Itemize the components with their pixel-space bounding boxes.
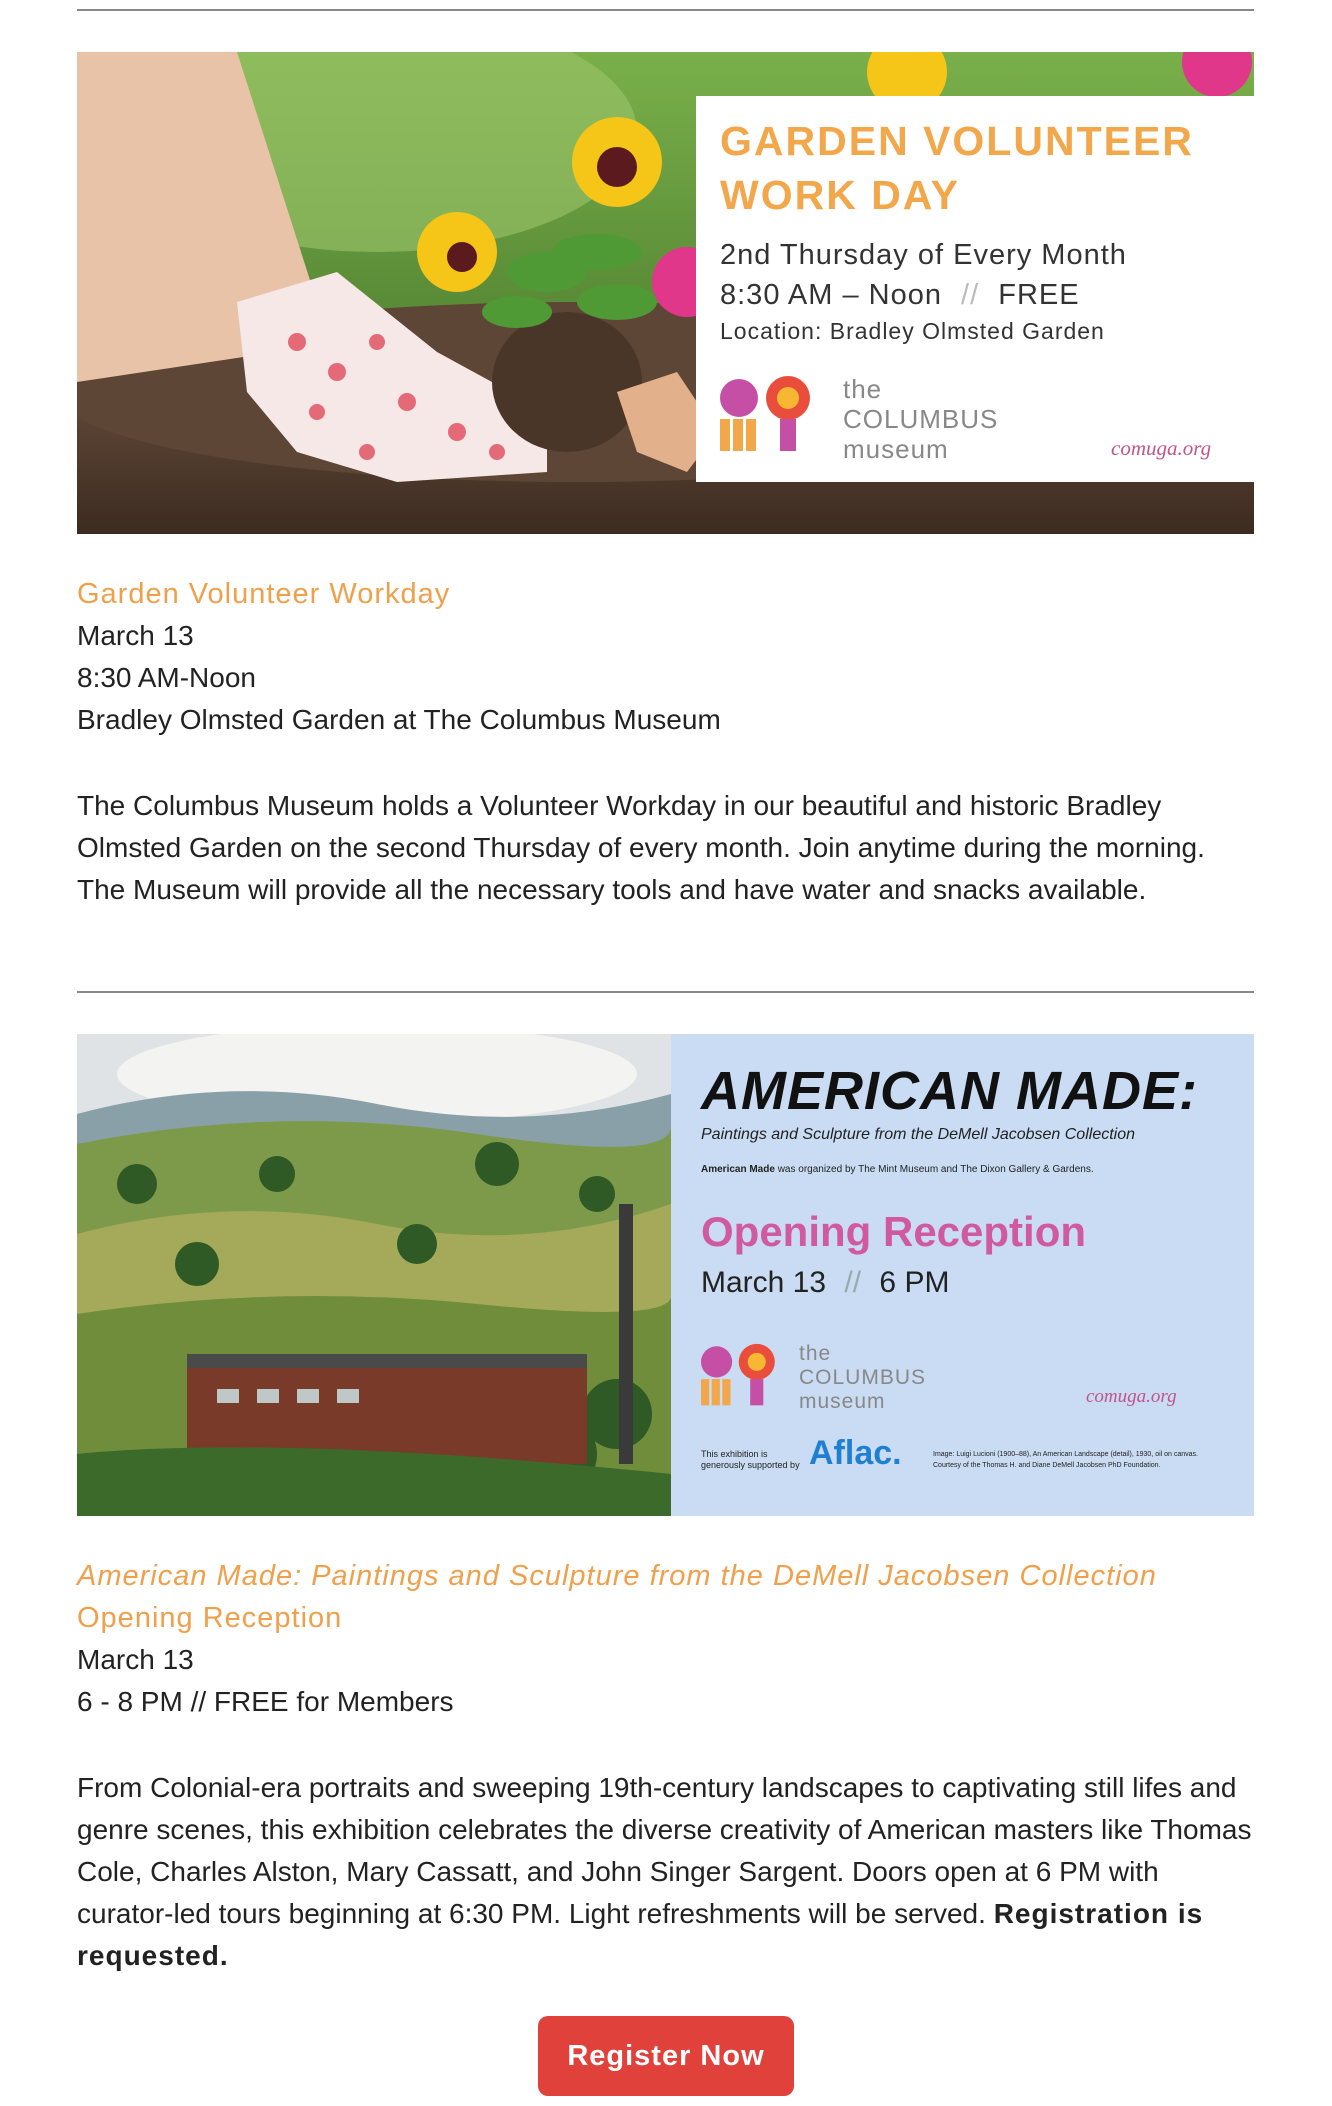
columbus-museum-logo-icon	[701, 1342, 783, 1408]
banner-image-credit: Image: Luigi Lucioni (1900–88), An American Landscape (detail), 1930, oil on canvas. Courtesy of the Thomas H. and Diane DeMell Jacobsen PhD Foundation.	[933, 1451, 1199, 1469]
event2-subtitle-link[interactable]: Opening Reception	[77, 1602, 343, 1634]
american-made-banner[interactable]	[77, 1034, 1254, 1516]
event2-description: From Colonial-era portraits and sweeping 19th-century landscapes to captivating still lifes and genre scenes, this exhibition celebrates the diverse creativity of American masters like Thomas Cole, Charles Alston, Mary Cassatt, and John Singer Sargent. Doors open at 6 PM with curator-led tours beginning at 6:30 PM. Light refreshments will be served. Registration is requested.	[77, 1772, 1252, 1971]
banner-location: Location: Bradley Olmsted Garden	[720, 318, 1105, 344]
event1-title-link[interactable]: Garden Volunteer Workday	[77, 578, 451, 610]
landscape-painting	[77, 1034, 671, 1516]
banner-date-time: March 13 // 6 PM	[701, 1266, 950, 1299]
garden-workday-banner[interactable]	[77, 52, 1254, 534]
event2-title-link[interactable]: American Made: Paintings and Sculpture from the DeMell Jacobsen Collection	[77, 1560, 1157, 1592]
banner-url: comuga.org	[1086, 1386, 1177, 1407]
garden-banner-card	[696, 96, 1254, 482]
banner-opening: Opening Reception	[701, 1208, 1087, 1255]
banner-url: comuga.org	[1111, 436, 1212, 460]
banner-title: AMERICAN MADE:	[701, 1061, 1198, 1121]
banner-subtitle: Paintings and Sculpture from the DeMell Jacobsen Collection	[701, 1126, 1136, 1143]
event1-location: Bradley Olmsted Garden at The Columbus Museum	[77, 704, 721, 735]
banner-title: GARDEN VOLUNTEER WORK DAY	[720, 118, 1194, 218]
banner-support-note: This exhibition is generously supported by	[701, 1449, 800, 1470]
event1-time: 8:30 AM-Noon	[77, 662, 256, 693]
banner-schedule: 2nd Thursday of Every Month	[720, 239, 1127, 271]
event1-description: The Columbus Museum holds a Volunteer Workday in our beautiful and historic Bradley Olmsted Garden on the second Thursday of every month. Join anytime during the morning. The Museum will provide all the necessary tools and have water and snacks available.	[77, 790, 1205, 905]
top-divider	[77, 9, 1254, 11]
register-now-button[interactable]: Register Now	[538, 2016, 794, 2096]
banner-time: 8:30 AM – Noon // FREE	[720, 279, 1080, 311]
event2-time: 6 - 8 PM // FREE for Members	[77, 1686, 454, 1717]
banner-logo-text: the COLUMBUS museum	[799, 1342, 927, 1413]
event2-date: March 13	[77, 1644, 194, 1675]
registration-note: Registration is requested.	[77, 1898, 1204, 1971]
banner-logo-text: the COLUMBUS museum	[843, 374, 999, 464]
columbus-museum-logo-icon	[720, 374, 820, 454]
american-made-card	[671, 1034, 1254, 1516]
banner-organized-note: American Made was organized by The Mint Museum and The Dixon Gallery & Gardens.	[701, 1164, 1094, 1175]
event1-date: March 13	[77, 620, 194, 651]
mid-divider	[77, 991, 1254, 993]
smokestack-icon	[619, 1204, 633, 1464]
aflac-logo: Aflac.	[809, 1434, 902, 1472]
